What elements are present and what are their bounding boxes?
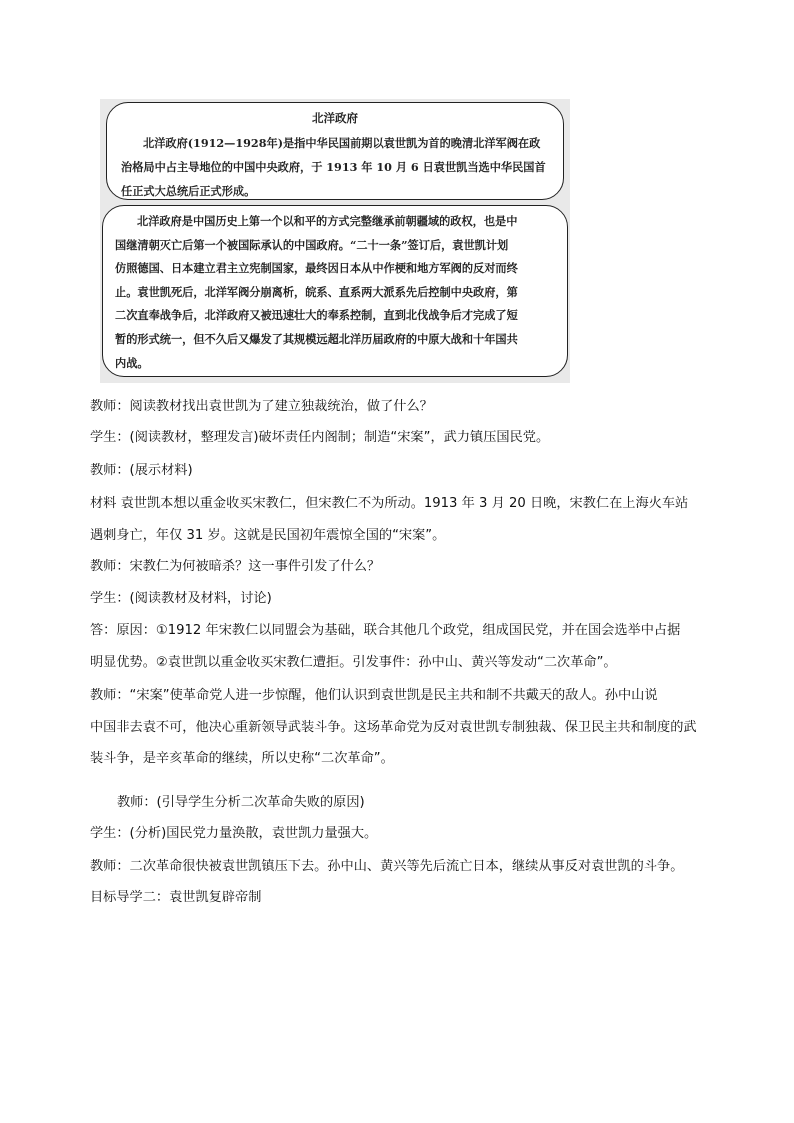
figure-text-line: 二次直奉战争后，北洋政府又被迅速壮大的奉系控制，直到北伐战争后才完成了短 [115, 308, 518, 323]
teacher-explanation-line: 中国非去袁不可，他决心重新领导武装斗争。这场革命党为反对袁世凯专制独裁、保卫民主共和制度的武 [90, 720, 697, 735]
section-heading: 目标导学二：袁世凯复辟帝制 [90, 890, 262, 905]
material-text-line: 遇刺身亡，年仅 31 岁。这就是民国初年震惊全国的“宋案”。 [90, 528, 446, 543]
beiyang-history-box [102, 205, 568, 377]
teacher-prompt: 教师：(展示材料) [90, 463, 193, 478]
figure-text-line: 止。袁世凯死后，北洋军阀分崩离析，皖系、直系两大派系先后控制中央政府，第 [115, 284, 518, 299]
beiyang-definition-box [106, 102, 564, 200]
teacher-guidance: 教师：(引导学生分析二次革命失败的原因) [117, 795, 365, 810]
student-analysis: 学生：(分析)国民党力量涣散，袁世凯力量强大。 [90, 826, 378, 841]
teacher-question: 教师：阅读教材找出袁世凯为了建立独裁统治，做了什么？ [90, 399, 433, 414]
answer-text-line: 答：原因：①1912 年宋教仁以同盟会为基础，联合其他几个政党，组成国民党，并在国会选举中占据 [90, 623, 681, 638]
figure-title: 北洋政府 [312, 111, 358, 125]
figure-text-line: 北洋政府(1912—1928年)是指中华民国前期以袁世凯为首的晚清北洋军阀在政 [143, 136, 541, 150]
figure-text-line: 暂的形式统一，但不久后又爆发了其规模远超北洋历届政府的中原大战和十年国共 [115, 331, 518, 346]
teacher-explanation-line: 装斗争，是辛亥革命的继续，所以史称“二次革命”。 [90, 751, 394, 766]
figure-text-line: 任正式大总统后正式形成。 [121, 184, 256, 198]
student-discussion: 学生：(阅读教材及材料，讨论) [90, 591, 272, 606]
answer-text-line: 明显优势。②袁世凯以重金收买宋教仁遭拒。引发事件：孙中山、黄兴等发动“二次革命”。 [90, 655, 617, 670]
figure-text-line: 北洋政府是中国历史上第一个以和平的方式完整继承前朝疆域的政权，也是中 [137, 214, 518, 228]
student-answer: 学生：(阅读教材，整理发言)破坏责任内阁制；制造“宋案”，武力镇压国民党。 [90, 430, 550, 445]
teacher-explanation-line: 教师：“宋案”使革命党人进一步惊醒，他们认识到袁世凯是民主共和制不共戴天的敌人。孙中山说 [90, 688, 658, 703]
figure-text-line: 内战。 [115, 355, 149, 370]
teacher-summary: 教师：二次革命很快被袁世凯镇压下去。孙中山、黄兴等先后流亡日本，继续从事反对袁世凯的斗争。 [90, 859, 684, 874]
material-text-line: 材料 袁世凯本想以重金收买宋教仁，但宋教仁不为所动。1913 年 3 月 20 日晚，宋教仁在上海火车站 [90, 496, 689, 511]
material-figure [100, 99, 570, 383]
figure-text-line: 治格局中占主导地位的中国中央政府，于 1913 年 10 月 6 日袁世凯当选中华民国首 [121, 160, 546, 174]
figure-text-line: 仿照德国、日本建立君主立宪制国家，最终因日本从中作梗和地方军阀的反对而终 [115, 261, 518, 276]
teacher-question: 教师：宋教仁为何被暗杀？这一事件引发了什么？ [90, 559, 381, 574]
figure-text-line: 国继清朝灭亡后第一个被国际承认的中国政府。“二十一条”签订后，袁世凯计划 [115, 237, 509, 252]
